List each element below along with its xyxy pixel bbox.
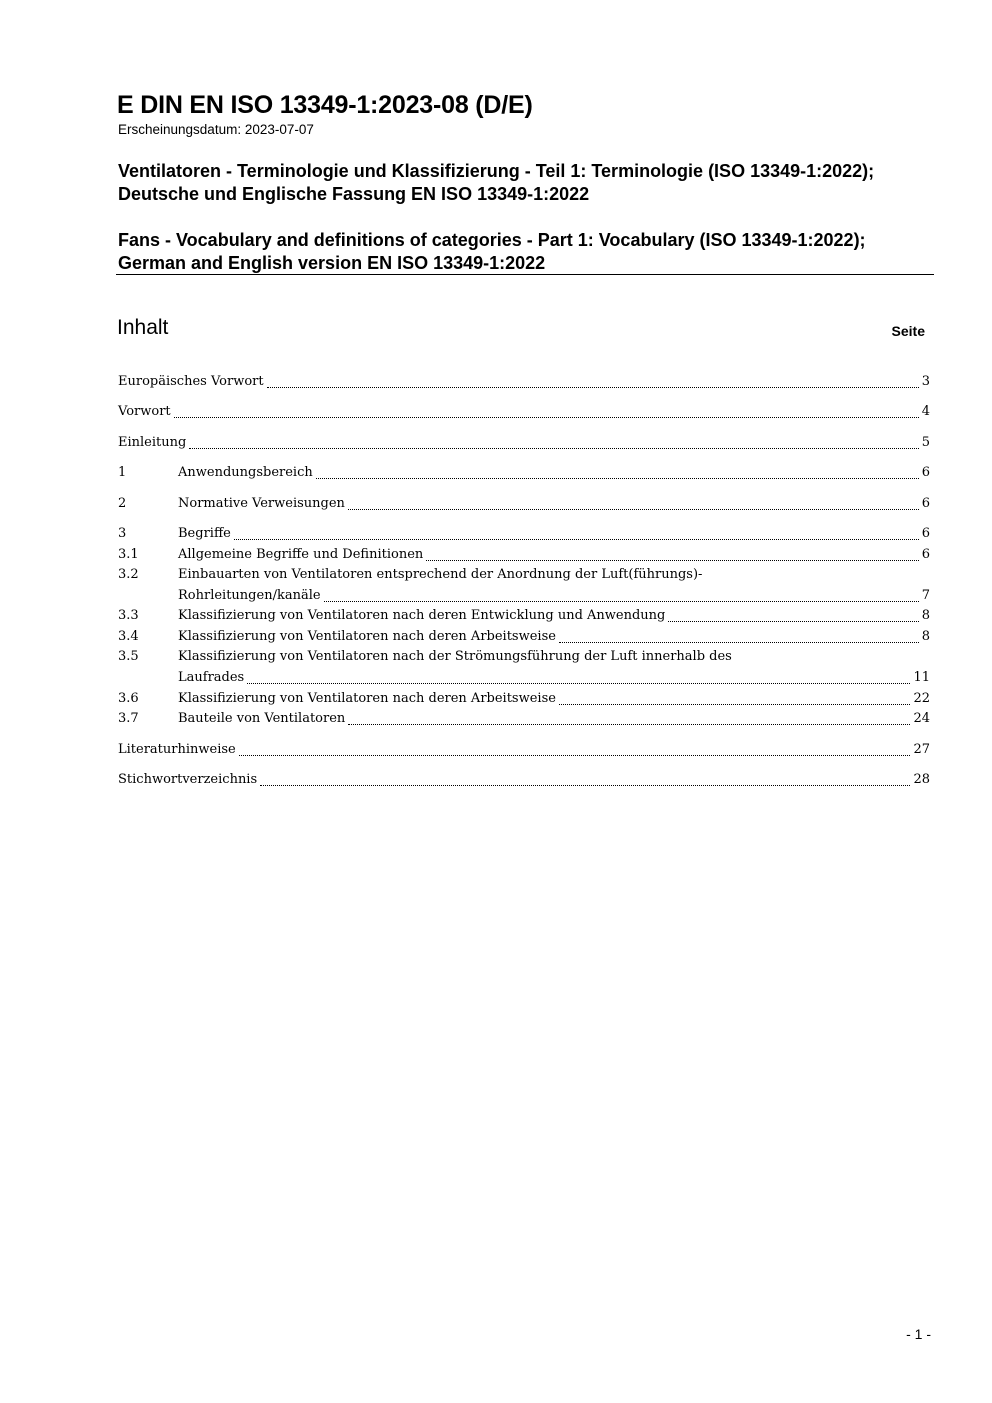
toc-leader [346, 709, 912, 729]
toc-entry-page: 11 [913, 670, 930, 685]
toc-entry-number: 3.4 [118, 629, 139, 644]
toc-entry-number: 3.3 [118, 608, 139, 623]
toc-entry-title: Klassifizierung von Ventilatoren nach deren Arbeitsweise [178, 691, 556, 706]
toc-leader [172, 402, 921, 422]
toc-entry-title: Europäisches Vorwort [118, 374, 264, 389]
toc-entry-number: 3.5 [118, 649, 139, 664]
toc-entry[interactable] [118, 668, 930, 688]
toc-entry[interactable] [118, 372, 930, 392]
toc-entry-title: Stichwortverzeichnis [118, 772, 258, 787]
toc-entry[interactable] [118, 606, 930, 626]
toc-entry-page: 4 [921, 404, 930, 419]
toc-entry-number: 3.7 [118, 711, 139, 726]
toc-entry-page: 6 [921, 547, 930, 562]
toc-entry-title: Allgemeine Begriffe und Definitionen [178, 547, 424, 562]
toc-leader [346, 494, 921, 514]
toc-leader [314, 463, 921, 483]
toc-leader [237, 740, 913, 760]
toc-leader [666, 606, 920, 626]
toc-entry-title-line1: Klassifizierung von Ventilatoren nach der Strömungsführung der Luft innerhalb des [178, 649, 732, 664]
toc-entry[interactable] [118, 545, 930, 565]
toc-entry[interactable] [118, 463, 930, 483]
toc-leader [258, 770, 912, 790]
toc-entry-page: 27 [913, 742, 930, 757]
toc-entry-title: Bauteile von Ventilatoren [178, 711, 346, 726]
toc-entry-title: Literaturhinweise [118, 742, 236, 757]
toc-entry-page: 22 [913, 691, 930, 706]
release-date: Erscheinungsdatum: 2023-07-07 [118, 122, 314, 137]
toc-entry[interactable] [118, 709, 930, 729]
toc-entry-page: 6 [921, 526, 930, 541]
toc-entry-title: Begriffe [178, 526, 231, 541]
title-english: Fans - Vocabulary and definitions of categories - Part 1: Vocabulary (ISO 13349-1:2022); German and English version EN ISO 13349-1:2022 [118, 230, 866, 273]
toc-entry-title: Einleitung [118, 435, 187, 450]
toc-entry-number: 1 [118, 465, 127, 480]
toc-entry-page: 6 [921, 465, 930, 480]
toc-leader [187, 433, 920, 453]
toc-leader [322, 586, 921, 606]
toc-entry[interactable] [118, 586, 930, 606]
toc-entry-page: 3 [921, 374, 930, 389]
toc-entry[interactable] [118, 402, 930, 422]
toc-entry[interactable] [118, 740, 930, 760]
toc-heading: Inhalt [117, 316, 169, 339]
page-number: - 1 - [906, 1326, 931, 1342]
toc-entry-page: 6 [921, 496, 930, 511]
toc-entry[interactable] [118, 433, 930, 453]
toc-entry[interactable] [118, 524, 930, 544]
toc-leader [424, 545, 920, 565]
toc-entry-number: 3.2 [118, 567, 139, 582]
toc-leader [557, 627, 921, 647]
toc-entry-title: Anwendungsbereich [178, 465, 313, 480]
toc-entry[interactable] [118, 770, 930, 790]
toc-page-label: Seite [891, 323, 925, 339]
toc-entry-title: Vorwort [118, 404, 171, 419]
toc-entry-number: 2 [118, 496, 127, 511]
toc-entry-page: 8 [921, 608, 930, 623]
toc-entry-title: Rohrleitungen/kanäle [178, 588, 321, 603]
toc-leader [557, 689, 913, 709]
toc-entry-title: Klassifizierung von Ventilatoren nach deren Arbeitsweise [178, 629, 556, 644]
toc-entry-page: 8 [921, 629, 930, 644]
toc-entry-number: 3.1 [118, 547, 139, 562]
toc-entry-title: Klassifizierung von Ventilatoren nach deren Entwicklung und Anwendung [178, 608, 666, 623]
toc-entry[interactable] [118, 689, 930, 709]
toc-entry-page: 5 [921, 435, 930, 450]
document-number: E DIN EN ISO 13349-1:2023-08 (D/E) [117, 91, 533, 119]
toc-leader [232, 524, 921, 544]
toc-leader [245, 668, 912, 688]
toc-entry-number: 3 [118, 526, 127, 541]
toc-entry-page: 24 [913, 711, 930, 726]
toc-entry-title: Normative Verweisungen [178, 496, 345, 511]
toc-entry-number: 3.6 [118, 691, 139, 706]
toc-entry-page: 28 [913, 772, 930, 787]
toc-entry-title-line1: Einbauarten von Ventilatoren entsprechend der Anordnung der Luft(führungs)- [178, 567, 703, 582]
toc-entry[interactable] [118, 494, 930, 514]
toc-leader [265, 372, 921, 392]
title-german: Ventilatoren - Terminologie und Klassifizierung - Teil 1: Terminologie (ISO 13349-1:2022); Deutsche und Englische Fassung EN ISO 13349-1:2022 [118, 161, 875, 204]
toc-entry[interactable] [118, 627, 930, 647]
toc-entry-page: 7 [921, 588, 930, 603]
toc-entry-title: Laufrades [178, 670, 245, 685]
